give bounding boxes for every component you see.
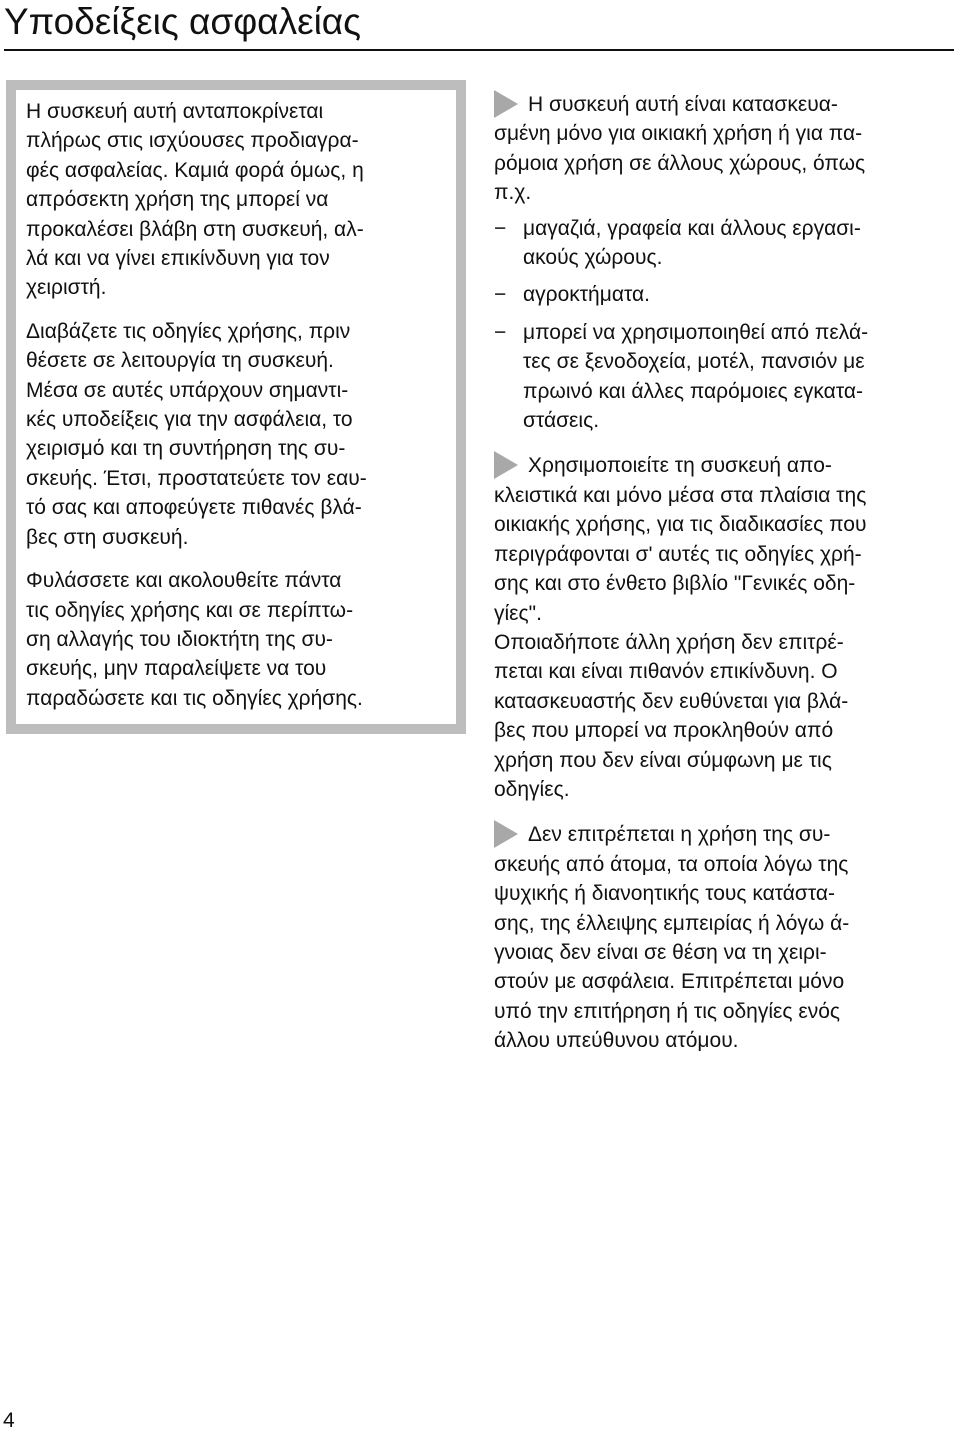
warning-text: Δεν επιτρέπεται η χρήση της συ- σκευής από άτομα, τα οποία λόγω της ψυχικής ή διανοητικής τους κατάστα- σης, της έλλειψης εμπειρίας ή λόγω ά- γνοιας δεν είναι σε θέση να τη χειρι- στούν με ασφάλεια. Επιτρέπεται μόνο υπό την επιτήρηση ή τις οδηγίες ενός άλλου υπεύθυνου ατόμου. [494,823,850,1053]
usage-list [494,214,956,436]
triangle-pointer-icon [494,451,518,479]
list-item [494,318,956,436]
safety-notice-content [16,90,456,724]
triangle-pointer-icon [494,90,518,118]
warning-intended-use [494,451,956,804]
notice-paragraph-read-instructions: Διαβάζετε τις οδηγίες χρήσης, πριν θέσετε σε λειτουργία τη συσκευή. Μέσα σε αυτές υπάρχουν σημαντι- κές υποδείξεις για την ασφάλεια, το χειρισμό και τη συντήρηση της συ- σκευής. Έτσι, προστατεύετε τον εαυ- τό σας και αποφεύγετε πιθανές βλά- βες στη συσκευή. [26,319,367,549]
list-item-text: μαγαζιά, γραφεία και άλλους εργασι- ακούς χώρους. [523,216,861,270]
triangle-pointer-icon [494,820,518,848]
safety-notice-box [6,80,466,734]
warning-household-use [494,90,956,435]
notice-paragraph-keep-instructions: Φυλάσσετε και ακολουθείτε πάντα τις οδηγίες χρήσης και σε περίπτω- ση αλλαγής του ιδιοκτήτη της συ- σκευής, μην παραλείψετε να του παραδώσετε και τις οδηγίες χρήσης. [26,569,363,710]
dash-bullet: − [494,283,507,307]
warning-restricted-persons [494,820,956,1055]
warning-text: Χρησιμοποιείτε τη συσκευή απο- κλειστικά και μόνο μέσα στα πλαίσια της οικιακής χρήσης, για τις διαδικασίες που περιγράφονται σ' αυτές τις οδηγίες χρή- σης και στο ένθετο βιβλίο "Γενικές οδη- γίες". Οποιαδήποτε άλλη χρήση δεν επιτρέ- πεται και είναι πιθανόν επικίνδυνη. Ο κατασκευαστής δεν ευθύνεται για βλά- βες που μπορεί να προκληθούν από χρήση που δεν είναι σύμφωνη με τις οδηγίες. [494,454,867,801]
dash-bullet: − [494,320,507,344]
list-item-text: μπορεί να χρησιμοποιηθεί από πελά- τες σε ξενοδοχεία, μοτέλ, πανσιόν με πρωινό και άλλες παρόμοιες εγκατα- στάσεις. [523,320,869,433]
list-item [494,214,956,273]
page-title: Υποδείξεις ασφαλείας [4,1,362,42]
title-rule [4,49,954,51]
notice-paragraph-compliance: Η συσκευή αυτή ανταποκρίνεται πλήρως στις ισχύουσες προδιαγρα- φές ασφαλείας. Καμιά φορά όμως, η απρόσεκτη χρήση της μπορεί να προκαλέσει βλάβη στη συσκευή, αλ- λά και να γίνει επικίνδυνη για τον χειριστή. [26,100,364,300]
warning-text: Η συσκευή αυτή είναι κατασκευα- σμένη μόνο για οικιακή χρήση ή για πα- ρόμοια χρήση σε άλλους χώρους, όπως π.χ. [494,93,866,205]
warnings-column [494,90,956,1056]
page-number: 4 [3,1409,15,1432]
list-item [494,280,956,309]
dash-bullet: − [494,216,507,240]
list-item-text: αγροκτήματα. [523,283,650,307]
